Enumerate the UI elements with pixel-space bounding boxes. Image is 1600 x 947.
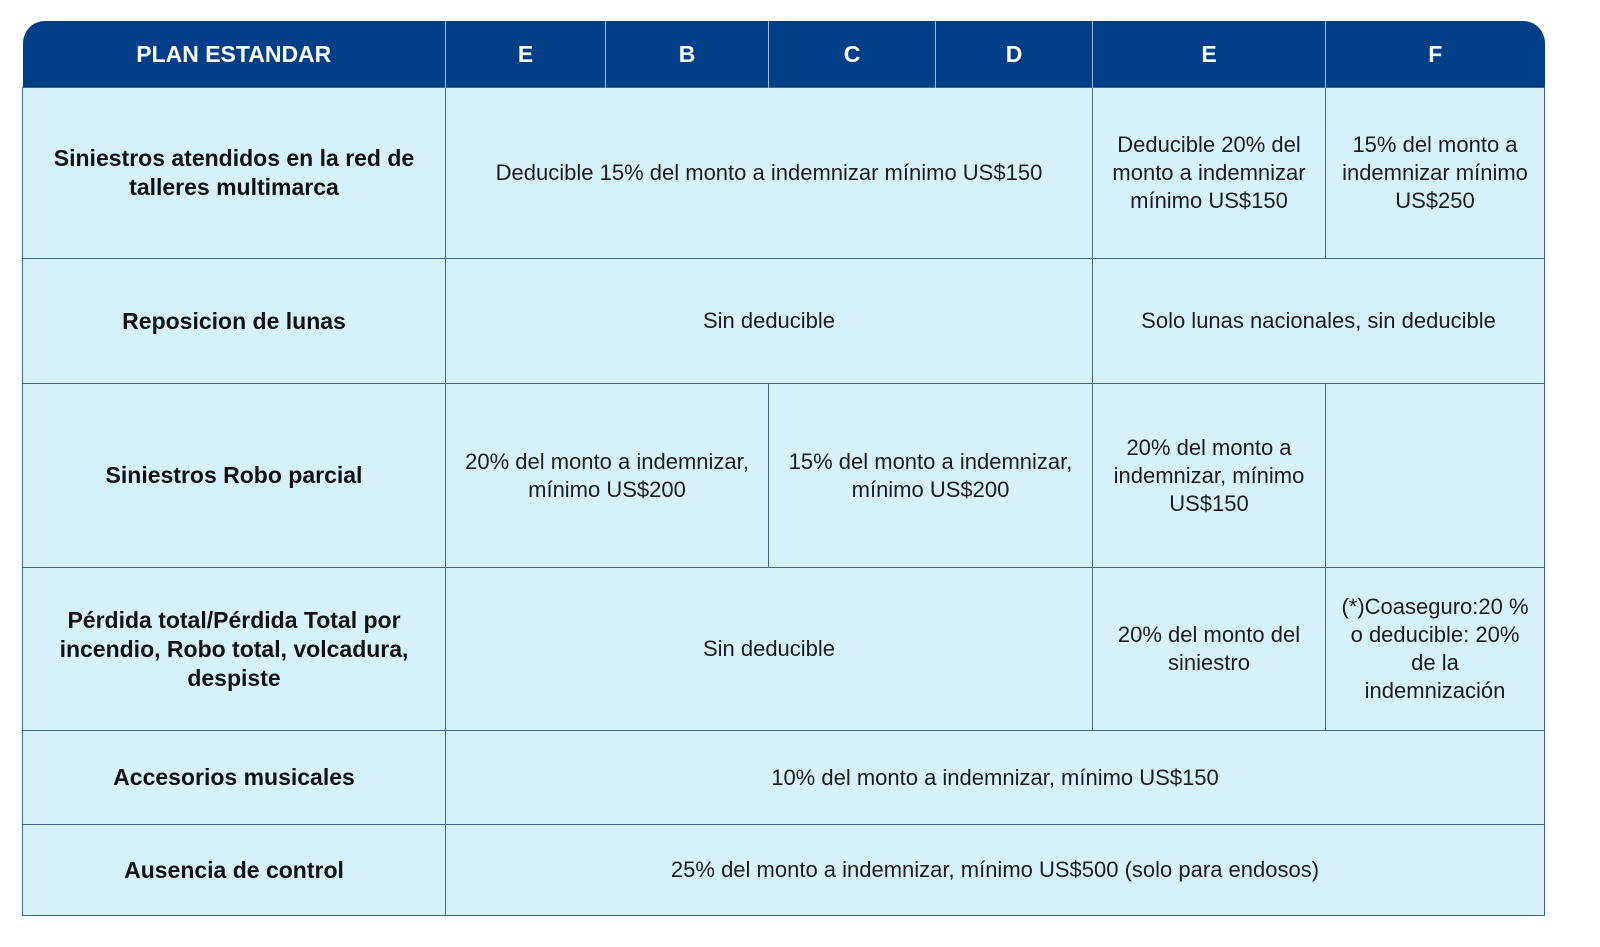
table-row xyxy=(23,731,1545,825)
table-cell: 20% del monto a indemnizar, mínimo US$200 xyxy=(446,384,769,568)
row-label: Ausencia de control xyxy=(23,825,446,916)
table-cell-empty xyxy=(1326,384,1545,568)
table-cell: Sin deducible xyxy=(446,259,1093,384)
table-cell: (*)Coaseguro:20 % o deducible: 20% de la indemnización xyxy=(1326,568,1545,731)
header-column-e: E xyxy=(446,21,606,88)
table-row xyxy=(23,825,1545,916)
table-row xyxy=(23,88,1545,259)
table-cell: 20% del monto del siniestro xyxy=(1093,568,1326,731)
plan-estandar-table xyxy=(22,21,1545,916)
header-column-c: C xyxy=(769,21,936,88)
table-cell: 15% del monto a indemnizar mínimo US$250 xyxy=(1326,88,1545,259)
table-cell: 20% del monto a indemnizar, mínimo US$150 xyxy=(1093,384,1326,568)
table-cell: Deducible 15% del monto a indemnizar mínimo US$150 xyxy=(446,88,1093,259)
table-cell: Deducible 20% del monto a indemnizar mínimo US$150 xyxy=(1093,88,1326,259)
header-column-d: D xyxy=(936,21,1093,88)
row-label: Siniestros Robo parcial xyxy=(23,384,446,568)
header-column-e-2: E xyxy=(1093,21,1326,88)
row-label: Siniestros atendidos en la red de talleres multimarca xyxy=(23,88,446,259)
table-row xyxy=(23,259,1545,384)
table-cell: Solo lunas nacionales, sin deducible xyxy=(1093,259,1545,384)
header-column-f: F xyxy=(1326,21,1545,88)
table-row xyxy=(23,384,1545,568)
table-row xyxy=(23,568,1545,731)
row-label: Pérdida total/Pérdida Total por incendio, Robo total, volcadura, despiste xyxy=(23,568,446,731)
table-cell: 10% del monto a indemnizar, mínimo US$150 xyxy=(446,731,1545,825)
row-label: Accesorios musicales xyxy=(23,731,446,825)
table-cell: 15% del monto a indemnizar, mínimo US$200 xyxy=(769,384,1093,568)
header-plan-title: PLAN ESTANDAR xyxy=(23,21,446,88)
table-cell: Sin deducible xyxy=(446,568,1093,731)
header-column-b: B xyxy=(606,21,769,88)
table-header-row xyxy=(23,21,1545,88)
deductible-table-container xyxy=(22,21,1544,916)
table-cell: 25% del monto a indemnizar, mínimo US$500 (solo para endosos) xyxy=(446,825,1545,916)
row-label: Reposicion de lunas xyxy=(23,259,446,384)
